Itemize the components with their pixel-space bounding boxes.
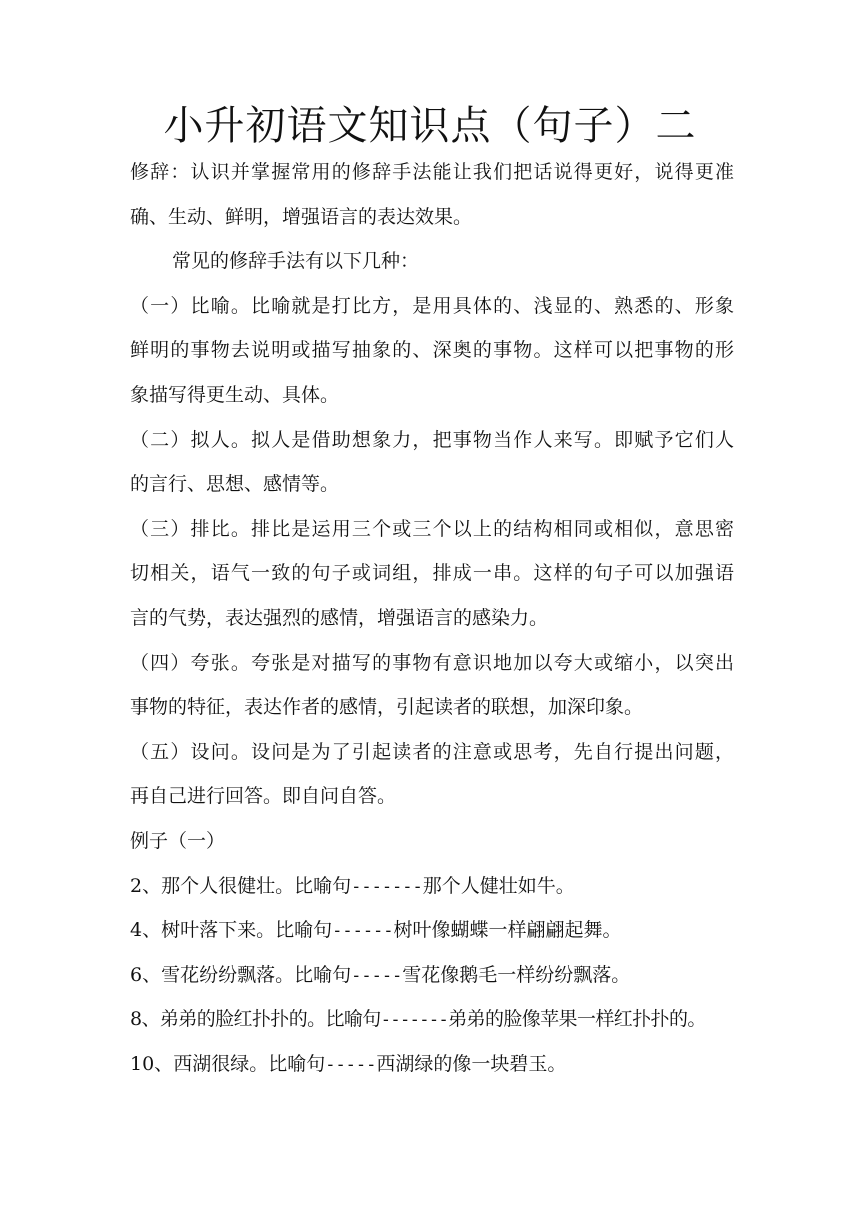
- section-line: （五）设问。设问是为了引起读者的注意或思考，先自行提出问题，: [130, 740, 734, 763]
- example-line: [130, 864, 734, 909]
- page-title: 小升初语文知识点（句子）二: [163, 103, 697, 149]
- example-dashes: -----: [351, 965, 403, 986]
- example-result: 弟弟的脸像苹果一样红扑扑的。: [448, 1008, 706, 1031]
- example-number: 8、: [130, 1008, 160, 1031]
- example-line: [130, 1042, 734, 1087]
- example-number: 4、: [130, 919, 162, 942]
- example-line: [130, 953, 734, 998]
- section-line: 的言行、思想、感情等。: [130, 473, 340, 496]
- example-dashes: -------: [351, 876, 423, 897]
- section-line: 鲜明的事物去说明或描写抽象的、深奥的事物。这样可以把事物的形: [130, 339, 734, 362]
- example-line: [130, 908, 734, 953]
- section-line: 再自己进行回答。即自问自答。: [130, 785, 397, 808]
- example-base: 那个人很健壮。比喻句: [161, 874, 352, 897]
- section-line: （四）夸张。夸张是对描写的事物有意识地加以夸大或缩小，以突出: [130, 651, 734, 674]
- common-heading: 常见的修辞手法有以下几种：: [172, 250, 420, 273]
- example-base: 树叶落下来。比喻句: [161, 919, 333, 942]
- intro-line: 修辞：认识并掌握常用的修辞手法能让我们把话说得更好，说得更准: [130, 161, 734, 183]
- section-line: 象描写得更生动、具体。: [130, 383, 340, 406]
- intro-line: 确、生动、鲜明，增强语言的表达效果。: [130, 205, 473, 228]
- section-line: （二）拟人。拟人是借助想象力，把事物当作人来写。即赋予它们人: [130, 428, 734, 451]
- section-line: （三）排比。排比是运用三个或三个以上的结构相同或相似，意思密: [130, 517, 734, 540]
- example-dashes: -----: [325, 1054, 377, 1075]
- section-line: （一）比喻。比喻就是打比方，是用具体的、浅显的、熟悉的、形象: [130, 294, 734, 317]
- example-result: 树叶像蝴蝶一样翩翩起舞。: [393, 919, 622, 942]
- example-line: [130, 997, 734, 1042]
- example-base: 雪花纷纷飘落。比喻句: [161, 963, 352, 986]
- document-body: [130, 150, 734, 1086]
- section-line: 切相关，语气一致的句子或词组，排成一串。这样的句子可以加强语: [130, 562, 734, 585]
- example-number: 6、: [130, 963, 162, 986]
- example-result: 那个人健壮如牛。: [422, 874, 575, 897]
- example-number: 2、: [130, 874, 162, 897]
- example-dashes: -------: [380, 1010, 449, 1031]
- example-number: 10、: [130, 1052, 174, 1075]
- example-result: 西湖绿的像一块碧玉。: [376, 1052, 567, 1075]
- example-dashes: ------: [332, 921, 394, 942]
- section-line: 事物的特征，表达作者的感情，引起读者的联想，加深印象。: [130, 696, 644, 719]
- example-result: 雪花像鹅毛一样纷纷飘落。: [402, 963, 631, 986]
- example-base: 弟弟的脸红扑扑的。比喻句: [159, 1008, 381, 1031]
- example-base: 西湖很绿。比喻句: [173, 1052, 326, 1075]
- section-line: 言的气势，表达强烈的感情，增强语言的感染力。: [130, 606, 549, 629]
- examples-heading: 例子（一）: [130, 829, 226, 852]
